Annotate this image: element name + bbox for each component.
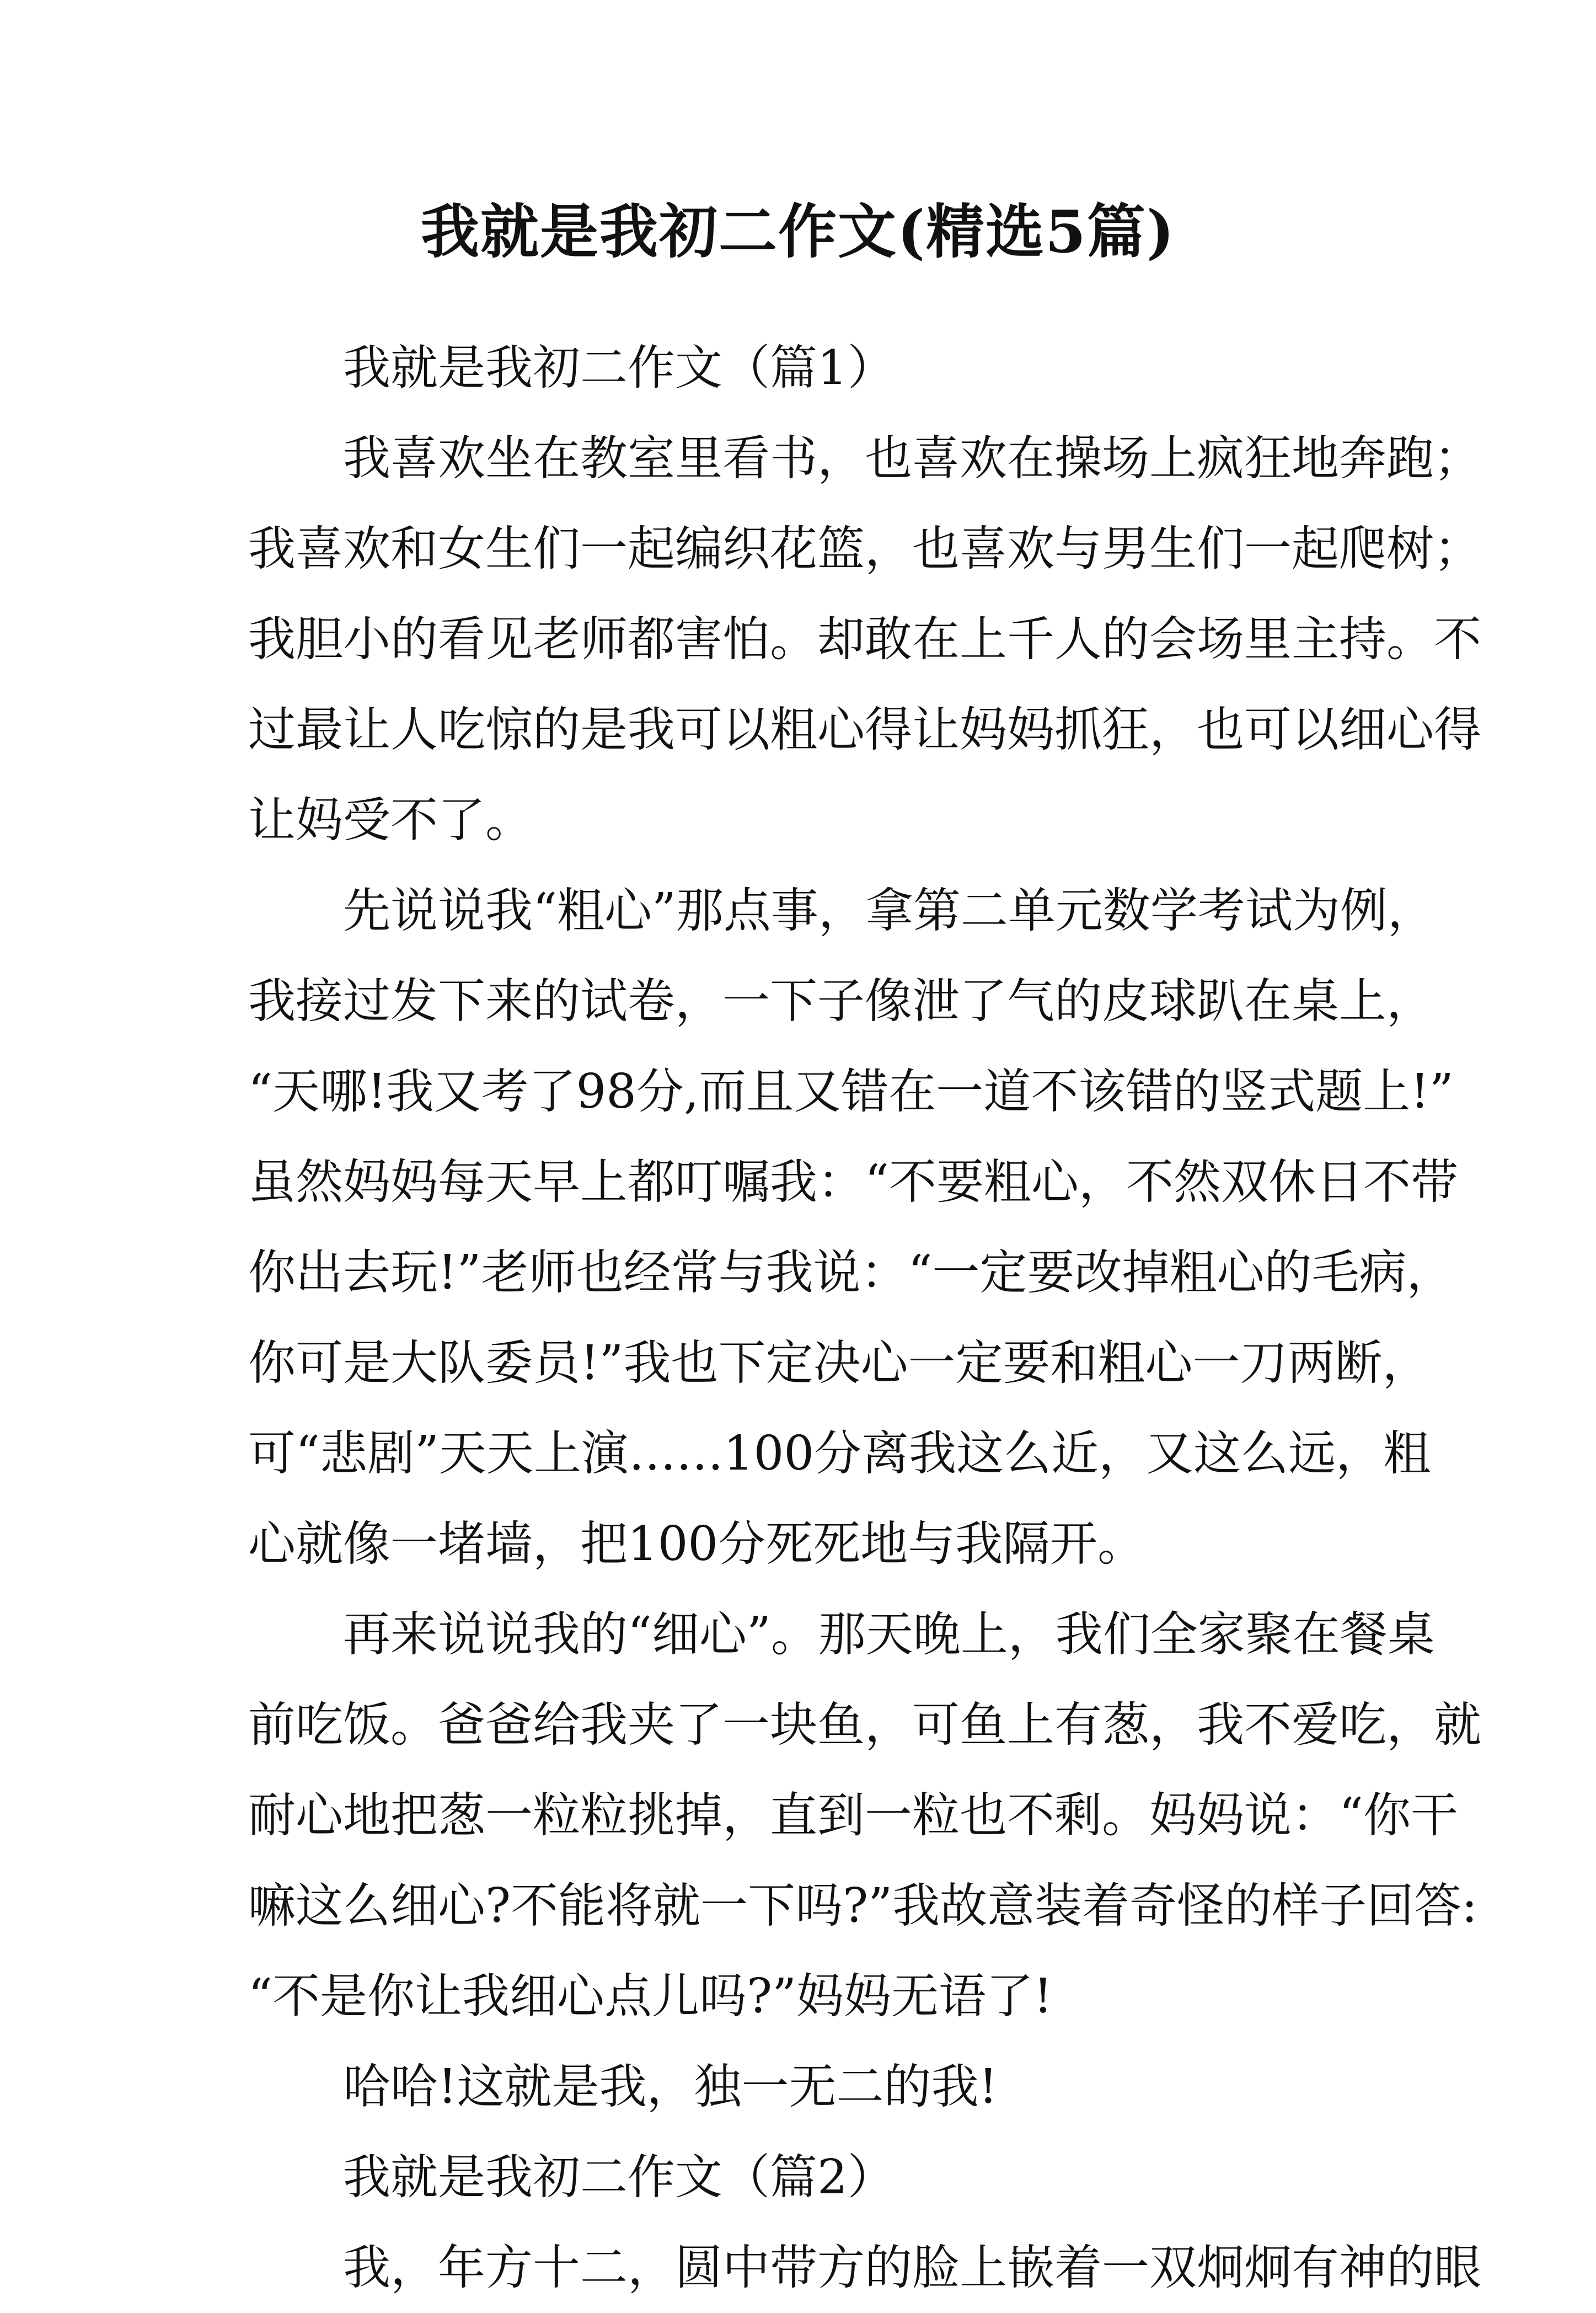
document-body (248, 323, 1481, 2313)
text-line: 再来说说我的“细心”。那天晚上，我们全家聚在餐桌 (343, 1607, 1435, 1662)
section-heading: 我就是我初二作文（篇1） (343, 340, 895, 396)
section-heading: 我就是我初二作文（篇2） (343, 2150, 895, 2205)
text-line: “天哪!我又考了98分,而且又错在一道不该错的竖式题上!” (248, 1064, 1454, 1119)
text-line: 耐心地把葱一粒粒挑掉，直到一粒也不剩。妈妈说：“你干 (248, 1788, 1458, 1843)
text-line: 可“悲剧”天天上演……100分离我这么近，又这么远，粗 (248, 1426, 1431, 1481)
text-line: 过最让人吃惊的是我可以粗心得让妈妈抓狂，也可以细心得 (248, 702, 1481, 757)
text-line: 我，年方十二，圆中带方的脸上嵌着一双炯炯有神的眼 (343, 2240, 1481, 2295)
text-line: 前吃饭。爸爸给我夹了一块鱼，可鱼上有葱，我不爱吃，就 (248, 1697, 1481, 1753)
text-line: 虽然妈妈每天早上都叮嘱我：“不要粗心，不然双休日不带 (248, 1155, 1458, 1210)
text-line: 我胆小的看见老师都害怕。却敢在上千人的会场里主持。不 (248, 612, 1481, 667)
text-line: 你可是大队委员!”我也下定决心一定要和粗心一刀两断， (248, 1336, 1430, 1391)
text-line: 嘛这么细心?不能将就一下吗?”我故意装着奇怪的样子回答: (248, 1878, 1478, 1933)
text-line: 我接过发下来的试卷，一下子像泄了气的皮球趴在桌上， (248, 974, 1434, 1029)
text-line: 心就像一堵墙，把100分死死地与我隔开。 (248, 1516, 1145, 1572)
text-line: 先说说我“粗心”那点事，拿第二单元数学考试为例， (343, 883, 1435, 938)
text-line: 我喜欢坐在教室里看书，也喜欢在操场上疯狂地奔跑； (343, 431, 1481, 486)
text-line: 让妈受不了。 (248, 793, 533, 848)
text-line: “不是你让我细心点儿吗?”妈妈无语了! (248, 1969, 1053, 2024)
document-title: 我就是我初二作文(精选5篇) (420, 197, 1176, 266)
text-line: 我喜欢和女生们一起编织花篮，也喜欢与男生们一起爬树； (248, 521, 1481, 576)
text-line: 你出去玩!”老师也经常与我说：“一定要改掉粗心的毛病， (248, 1245, 1454, 1300)
text-line: 哈哈!这就是我，独一无二的我! (343, 2059, 998, 2114)
